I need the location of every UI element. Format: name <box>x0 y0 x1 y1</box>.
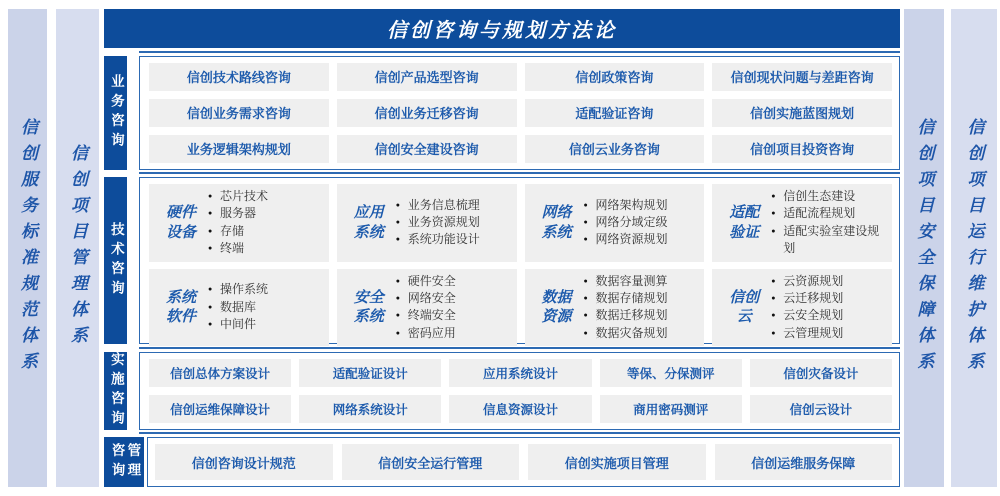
section-consulting-management <box>104 437 900 487</box>
tech-cell-application <box>337 184 517 262</box>
tech-item: ● 网络安全 <box>395 290 513 307</box>
tech-cell-items <box>770 188 890 258</box>
consulting-item-box: 网络系统设计 <box>299 395 441 423</box>
consulting-item-box: 信创安全运行管理 <box>342 444 520 480</box>
tech-cell-security-system <box>337 269 517 347</box>
tech-cell-items <box>395 273 515 343</box>
consulting-item-box: 信创产品选型咨询 <box>337 63 517 91</box>
row-label-business-consulting-text: 业务咨询 <box>108 73 124 152</box>
tech-cell-hardware <box>149 184 329 262</box>
consulting-management-grid <box>147 437 900 487</box>
tech-cell-items <box>770 273 890 343</box>
implementation-consulting-grid <box>139 352 900 430</box>
tech-item: ● 数据容量测算 <box>583 273 701 290</box>
consulting-item-box: 信创业务需求咨询 <box>149 99 329 127</box>
consulting-item-box: 信息资源设计 <box>449 395 591 423</box>
tech-cell-name: 系统软件 <box>165 288 196 326</box>
tech-item: ● 云管理规划 <box>770 325 888 342</box>
row-label-consulting-management <box>104 437 144 487</box>
main-column <box>104 9 900 487</box>
pillar-service-standards-label: 信创服务标准规范体系 <box>18 118 37 378</box>
tech-cell-items <box>395 197 515 249</box>
row-label-implementation-consulting <box>104 352 127 430</box>
tech-item: ● 云迁移规划 <box>770 290 888 307</box>
row-label-business-consulting <box>104 56 127 170</box>
tech-cell-xinchuang-cloud <box>712 269 892 347</box>
pillar-security-assurance <box>904 9 944 487</box>
tech-item: ● 硬件安全 <box>395 273 513 290</box>
tech-cell-items <box>207 188 327 258</box>
tech-item: ● 网络分域定级 <box>583 214 701 231</box>
divider-line <box>139 51 900 53</box>
tech-item: ● 数据灾备规划 <box>583 325 701 342</box>
consulting-item-box: 信创实施蓝图规划 <box>712 99 892 127</box>
tech-item: ● 存储 <box>207 223 325 240</box>
tech-cell-adaptation <box>712 184 892 262</box>
divider-line <box>139 347 900 349</box>
consulting-item-box: 信创项目投资咨询 <box>712 135 892 163</box>
tech-item: ● 适配实验室建设规划 <box>770 223 888 258</box>
tech-item: ● 终端 <box>207 240 325 257</box>
tech-item: ● 适配流程规划 <box>770 205 888 222</box>
divider-line <box>139 432 900 434</box>
consulting-item-box: 信创政策咨询 <box>525 63 705 91</box>
consulting-item-box: 信创技术路线咨询 <box>149 63 329 91</box>
row-label-technology-consulting <box>104 177 127 344</box>
tech-item: ● 服务器 <box>207 205 325 222</box>
consulting-item-box: 信创云业务咨询 <box>525 135 705 163</box>
tech-item: ● 中间件 <box>207 316 325 333</box>
diagram-title: 信创咨询与规划方法论 <box>387 20 617 42</box>
tech-item: ● 密码应用 <box>395 325 513 342</box>
tech-cell-items <box>583 197 703 249</box>
tech-item: ● 网络架构规划 <box>583 197 701 214</box>
tech-item: ● 操作系统 <box>207 281 325 298</box>
tech-cell-system-software <box>149 269 329 347</box>
tech-cell-name: 适配验证 <box>729 204 760 241</box>
tech-item: ● 网络资源规划 <box>583 231 701 248</box>
tech-cell-name: 网络系统 <box>541 204 572 241</box>
tech-cell-data-resources <box>525 269 705 347</box>
pillar-operations-maintenance <box>951 9 997 487</box>
tech-cell-items <box>207 281 327 333</box>
tech-item: ● 信创生态建设 <box>770 188 888 205</box>
tech-item: ● 云安全规划 <box>770 307 888 324</box>
tech-item: ● 业务信息梳理 <box>395 197 513 214</box>
consulting-item-box: 业务逻辑架构规划 <box>149 135 329 163</box>
row-label-consulting-management-col2: 管理 <box>125 442 141 482</box>
consulting-item-box: 信创业务迁移咨询 <box>337 99 517 127</box>
consulting-item-box: 适配验证咨询 <box>525 99 705 127</box>
row-label-technology-consulting-text: 技术咨询 <box>108 221 124 300</box>
consulting-item-box: 信创咨询设计规范 <box>155 444 333 480</box>
divider-line <box>139 172 900 174</box>
consulting-item-box: 信创云设计 <box>750 395 892 423</box>
tech-cell-network <box>525 184 705 262</box>
consulting-item-box: 信创运维服务保障 <box>715 444 893 480</box>
tech-item: ● 数据存储规划 <box>583 290 701 307</box>
tech-item: ● 终端安全 <box>395 307 513 324</box>
tech-item: ● 云资源规划 <box>770 273 888 290</box>
pillar-project-management-label: 信创项目管理体系 <box>68 144 87 352</box>
consulting-item-box: 信创现状问题与差距咨询 <box>712 63 892 91</box>
pillar-service-standards <box>8 9 47 487</box>
technology-consulting-grid <box>139 177 900 344</box>
consulting-item-box: 信创总体方案设计 <box>149 359 291 387</box>
business-consulting-grid <box>139 56 900 170</box>
tech-item: ● 芯片技术 <box>207 188 325 205</box>
tech-cell-name: 数据资源 <box>541 288 572 326</box>
tech-cell-name: 硬件设备 <box>165 204 196 241</box>
pillar-project-management <box>56 9 99 487</box>
diagram-title-banner <box>104 9 900 48</box>
tech-cell-name: 信创云 <box>729 288 760 326</box>
consulting-item-box: 信创灾备设计 <box>750 359 892 387</box>
consulting-item-box: 适配验证设计 <box>299 359 441 387</box>
section-business-consulting <box>104 56 900 170</box>
row-label-consulting-management-col1: 咨询 <box>109 442 125 482</box>
consulting-item-box: 信创实施项目管理 <box>528 444 706 480</box>
tech-item: ● 数据迁移规划 <box>583 307 701 324</box>
tech-cell-name: 应用系统 <box>353 204 384 241</box>
tech-cell-name: 安全系统 <box>353 288 384 326</box>
tech-item: ● 业务资源规划 <box>395 214 513 231</box>
consulting-item-box: 商用密码测评 <box>600 395 742 423</box>
consulting-item-box: 信创安全建设咨询 <box>337 135 517 163</box>
consulting-item-box: 信创运维保障设计 <box>149 395 291 423</box>
pillar-operations-maintenance-label: 信创项目运行维护体系 <box>964 118 984 378</box>
consulting-item-box: 应用系统设计 <box>449 359 591 387</box>
section-implementation-consulting <box>104 352 900 430</box>
row-label-implementation-consulting-text: 实施咨询 <box>108 351 124 430</box>
pillar-security-assurance-label: 信创项目安全保障体系 <box>914 118 934 378</box>
tech-cell-items <box>583 273 703 343</box>
tech-item: ● 数据库 <box>207 299 325 316</box>
consulting-item-box: 等保、分保测评 <box>600 359 742 387</box>
section-technology-consulting <box>104 177 900 344</box>
tech-item: ● 系统功能设计 <box>395 231 513 248</box>
